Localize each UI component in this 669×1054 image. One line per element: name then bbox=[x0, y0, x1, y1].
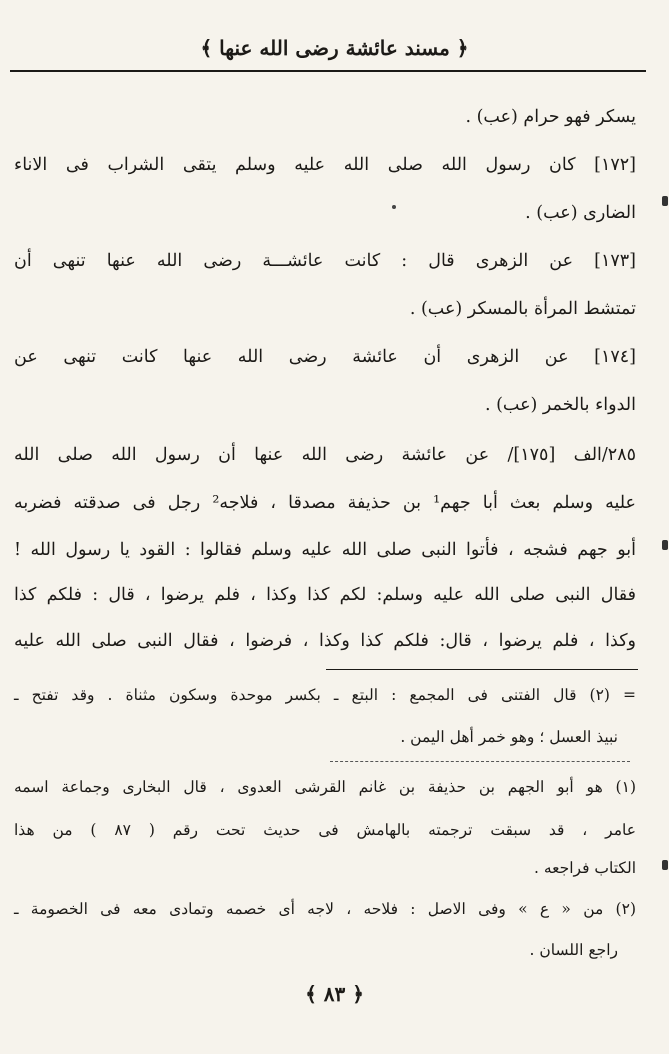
scan-speck bbox=[392, 205, 396, 209]
body-line: الدواء بالخمر (عب) . bbox=[484, 395, 636, 415]
footnote-1-line: (١) هو أبو الجهم بن حذيفة بن غانم القرشى العدوى ، قال البخارى وجماعة اسمه bbox=[14, 778, 636, 796]
scan-artifact bbox=[662, 540, 668, 550]
body-line: عليه وسلم بعث أبا جهم¹ بن حذيفة مصدقا ، فلاجه² رجل فى صدقته فضربه bbox=[14, 493, 636, 513]
hadith-175-line: ٢٨٥/الف [١٧٥]/ عن عائشة رضى الله عنها أن رسول الله صلى الله bbox=[14, 445, 636, 465]
body-line: فقال النبى صلى الله عليه وسلم: لكم كذا وكذا ، فلم يرضوا ، قال : فلكم كذا bbox=[14, 585, 636, 605]
footnote-2-line: (٢) من « ع » وفى الاصل : فلاحه ، لاجه أى خصمه وتمادى معه فى الخصومة ـ bbox=[14, 900, 636, 918]
body-line: الضارى (عب) . bbox=[525, 203, 636, 223]
running-header: ﴿ مسند عائشة رضى الله عنها ﴾ bbox=[200, 36, 469, 60]
page-number: ﴿ ٨٣ ﴾ bbox=[305, 982, 364, 1006]
scan-artifact bbox=[662, 196, 668, 206]
footnote-line: الكتاب فراجعه . bbox=[534, 859, 636, 877]
body-line: تمتشط المرأة بالمسكر (عب) . bbox=[409, 299, 636, 319]
body-line: وكذا ، فلم يرضوا ، قال: فلكم كذا وكذا ، فرضوا ، فقال النبى صلى الله عليه bbox=[14, 631, 636, 651]
footnote-rule bbox=[326, 669, 638, 670]
footnote-line: راجع اللسان . bbox=[529, 941, 618, 959]
footnote-separator bbox=[330, 761, 630, 762]
scan-artifact bbox=[662, 860, 668, 870]
footnote-line: عامر ، قد سبقت ترجمته بالهامش فى حديث تحت رقم ( ٨٧ ) من هذا bbox=[14, 821, 636, 839]
footnote-line: = (٢) قال الفتنى فى المجمع : البتع ـ بكسر موحدة وسكون مثناة . وقد تفتح ـ bbox=[14, 686, 636, 704]
hadith-173-line: [١٧٣] عن الزهرى قال : كانت عائشـــة رضى الله عنها تنهى أن bbox=[14, 251, 636, 271]
hadith-174-line: [١٧٤] عن الزهرى أن عائشة رضى الله عنها كانت تنهى عن bbox=[14, 347, 636, 367]
body-line: يسكر فهو حرام (عب) . bbox=[465, 107, 636, 127]
body-line: أبو جهم فشجه ، فأتوا النبى صلى الله عليه وسلم فقالوا : القود يا رسول الله ! bbox=[14, 540, 636, 560]
footnote-line: نبيذ العسل ؛ وهو خمر أهل اليمن . bbox=[400, 728, 618, 746]
header-rule bbox=[10, 70, 646, 72]
hadith-172-line: [١٧٢] كان رسول الله صلى الله عليه وسلم يتقى الشراب فى الاناء bbox=[14, 155, 636, 175]
